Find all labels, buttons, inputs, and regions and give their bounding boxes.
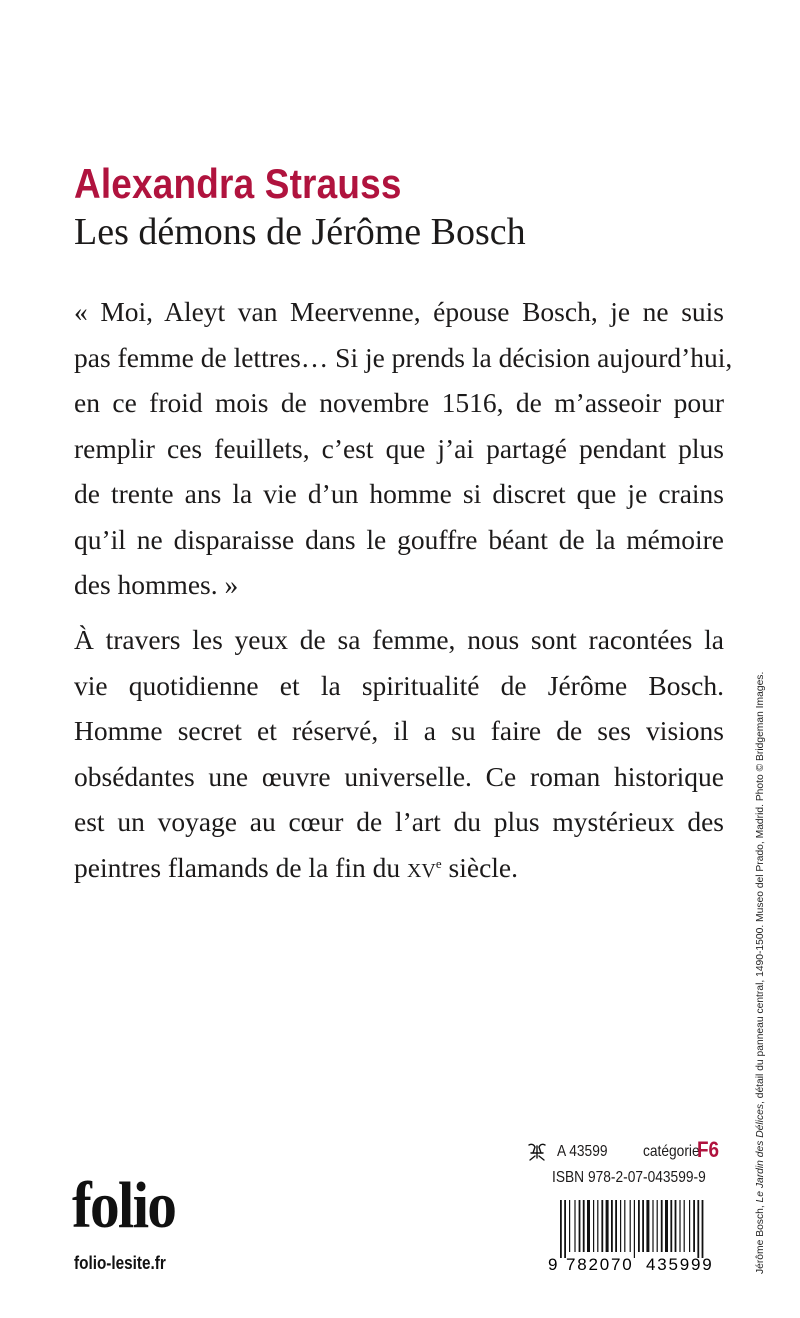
barcode-bar bbox=[702, 1200, 704, 1258]
catalog-code: A 43599 bbox=[557, 1143, 608, 1160]
barcode-bar bbox=[646, 1200, 649, 1252]
barcode-bar bbox=[615, 1200, 617, 1252]
barcode-bar bbox=[569, 1200, 570, 1252]
barcode-bar bbox=[597, 1200, 598, 1252]
category-value: F6 bbox=[697, 1137, 720, 1162]
quote-line: remplir ces feuillets, c’est que j’ai partagé pendant plus bbox=[74, 432, 724, 464]
barcode-digits-left: 782070 bbox=[566, 1255, 634, 1274]
barcode-digits-right: 435999 bbox=[646, 1255, 714, 1274]
barcode-bar bbox=[697, 1200, 699, 1258]
isbn-number: ISBN 978-2-07-043599-9 bbox=[552, 1169, 706, 1186]
barcode-bar bbox=[679, 1200, 680, 1252]
barcode-bar bbox=[630, 1200, 631, 1252]
quote-line: « Moi, Aleyt van Meervenne, épouse Bosch, je ne suis bbox=[74, 296, 724, 327]
barcode-bar bbox=[634, 1200, 635, 1258]
summary-line: À travers les yeux de sa femme, nous sont racontées la bbox=[74, 624, 724, 655]
barcode-bar bbox=[689, 1200, 690, 1252]
barcode-bar bbox=[560, 1200, 562, 1258]
barcode-bar bbox=[587, 1200, 590, 1252]
book-title: Les démons de Jérôme Bosch bbox=[74, 211, 526, 253]
summary-last-end: siècle. bbox=[441, 851, 518, 883]
summary-line: est un voyage au cœur de l’art du plus mystérieux des bbox=[74, 806, 724, 837]
barcode-bar bbox=[665, 1200, 668, 1252]
quote-line: des hommes. » bbox=[74, 569, 239, 600]
summary-last-line bbox=[74, 845, 724, 895]
quote-line: de trente ans la vie d’un homme si discret que je crains bbox=[74, 478, 724, 509]
author-name: Alexandra Strauss bbox=[74, 160, 402, 207]
barcode-bar bbox=[652, 1200, 653, 1252]
barcode-bar bbox=[642, 1200, 644, 1252]
barcode-bar bbox=[601, 1200, 603, 1252]
barcode-bar bbox=[657, 1200, 658, 1252]
barcode-bar bbox=[606, 1200, 609, 1252]
century-numeral: XV bbox=[406, 859, 436, 882]
barcode-bar bbox=[670, 1200, 672, 1252]
barcode-bar bbox=[583, 1200, 585, 1252]
quote-line: qu’il ne disparaisse dans le gouffre béant de la mémoire bbox=[74, 523, 724, 555]
barcode-bar bbox=[611, 1200, 613, 1252]
credit-rest: , détail du panneau central, 1490-1500. Museo del Prado, Madrid. Photo © Bridgeman Images. bbox=[755, 671, 766, 1104]
summary-paragraph bbox=[74, 617, 724, 894]
image-credit bbox=[755, 554, 766, 1274]
quote-line: pas femme de lettres… Si je prends la décision aujourd’hui, bbox=[74, 341, 733, 373]
barcode-icon bbox=[546, 1198, 726, 1274]
credit-author: Jérôme Bosch, bbox=[755, 1202, 766, 1274]
barcode-bar bbox=[579, 1200, 581, 1252]
credit-work: Le Jardin des Délices bbox=[755, 1104, 766, 1203]
barcode-bar bbox=[574, 1200, 575, 1252]
gallimard-emblem-icon bbox=[526, 1141, 548, 1163]
quote-line: en ce froid mois de novembre 1516, de m’asseoir pour bbox=[74, 387, 724, 418]
summary-line: Homme secret et réservé, il a su faire de ses visions bbox=[74, 715, 724, 746]
barcode-bar bbox=[593, 1200, 594, 1252]
barcode-bar bbox=[684, 1200, 685, 1252]
summary-line: obsédantes une œuvre universelle. Ce roman historique bbox=[74, 760, 724, 792]
barcode-bar bbox=[693, 1200, 695, 1252]
publisher-site: folio-lesite.fr bbox=[74, 1253, 166, 1273]
quote-paragraph bbox=[74, 289, 733, 608]
barcode-bar bbox=[661, 1200, 663, 1252]
summary-last-text: peintres flamands de la fin du bbox=[74, 851, 407, 883]
barcode-digit-lead: 9 bbox=[548, 1255, 558, 1274]
barcode-bar bbox=[675, 1200, 677, 1252]
barcode-bar bbox=[624, 1200, 625, 1252]
century-superscript: e bbox=[435, 855, 442, 871]
category-label: catégorie bbox=[643, 1143, 700, 1160]
barcode-bar bbox=[564, 1200, 566, 1258]
barcode-bar bbox=[620, 1200, 621, 1252]
summary-line: vie quotidienne et la spiritualité de Jérôme Bosch. bbox=[74, 669, 724, 701]
folio-logo: folio bbox=[72, 1169, 176, 1242]
barcode-bar bbox=[638, 1200, 640, 1252]
